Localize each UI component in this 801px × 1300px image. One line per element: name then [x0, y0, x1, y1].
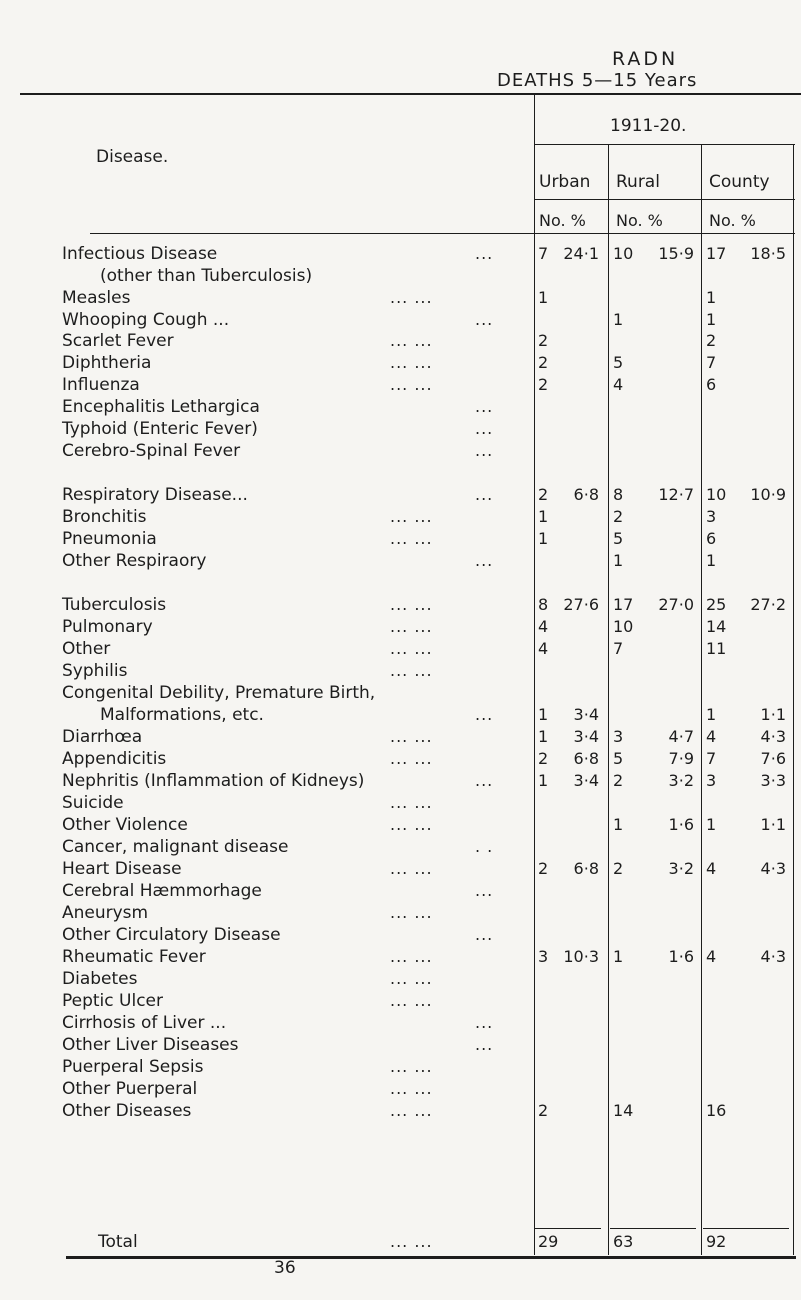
row-cell-r-pct: 1·6 — [668, 947, 694, 966]
rural-header: Rural — [616, 172, 660, 192]
row-label: Other Circulatory Disease — [62, 925, 281, 945]
row-dots: ... ... — [390, 1101, 433, 1120]
row-cell-c-no: 7 — [706, 353, 717, 372]
row-cell-u-pct: 27·6 — [563, 595, 599, 614]
row-cell-c-no: 3 — [706, 771, 717, 790]
row-dots: ... — [475, 419, 494, 438]
row-cell-r-no: 8 — [613, 485, 624, 504]
row-cell-u-no: 2 — [538, 375, 549, 394]
row-dots: ... — [475, 881, 494, 900]
disease-column-header: Disease. — [96, 147, 169, 167]
header-rule — [20, 93, 801, 95]
total-rural: 63 — [613, 1232, 634, 1251]
row-label: Other Violence — [62, 815, 188, 835]
row-cell-r-no: 17 — [613, 595, 634, 614]
row-label: Respiratory Disease... — [62, 485, 248, 505]
row-cell-u-no: 8 — [538, 595, 549, 614]
county-subheader: No. % — [709, 211, 756, 230]
row-cell-u-no: 1 — [538, 727, 549, 746]
row-label: Other Liver Diseases — [62, 1035, 239, 1055]
row-dots: ... ... — [390, 331, 433, 350]
row-cell-r-no: 5 — [613, 353, 624, 372]
row-cell-c-no: 1 — [706, 815, 717, 834]
row-dots: ... ... — [390, 1079, 433, 1098]
row-cell-u-no: 1 — [538, 705, 549, 724]
row-dots: ... ... — [390, 749, 433, 768]
row-cell-u-pct: 3·4 — [573, 705, 599, 724]
row-dots: ... — [475, 397, 494, 416]
row-label: Appendicitis — [62, 749, 167, 769]
row-cell-u-no: 1 — [538, 771, 549, 790]
row-dots: ... ... — [390, 793, 433, 812]
row-cell-c-pct: 27·2 — [750, 595, 786, 614]
row-label: Measles — [62, 288, 131, 308]
row-cell-r-pct: 3·2 — [668, 859, 694, 878]
row-label: Bronchitis — [62, 507, 147, 527]
row-cell-r-pct: 15·9 — [658, 244, 694, 263]
row-cell-c-no: 25 — [706, 595, 727, 614]
vrule-county — [701, 144, 702, 1255]
row-cell-c-pct: 18·5 — [750, 244, 786, 263]
row-cell-r-no: 1 — [613, 310, 624, 329]
row-dots: ... ... — [390, 661, 433, 680]
row-dots: ... ... — [390, 288, 433, 307]
row-dots: ... ... — [390, 529, 433, 548]
row-cell-c-no: 16 — [706, 1101, 727, 1120]
row-dots: ... ... — [390, 617, 433, 636]
row-label: Diphtheria — [62, 353, 152, 373]
row-label: Encephalitis Lethargica — [62, 397, 260, 417]
groups-rule — [535, 199, 795, 200]
row-label: Other Respiraory — [62, 551, 207, 571]
row-cell-u-pct: 6·8 — [573, 859, 599, 878]
row-label: Malformations, etc. — [100, 705, 264, 725]
row-cell-r-pct: 3·2 — [668, 771, 694, 790]
row-cell-c-no: 6 — [706, 375, 717, 394]
row-cell-u-no: 2 — [538, 1101, 549, 1120]
row-label: Pulmonary — [62, 617, 153, 637]
row-cell-u-no: 4 — [538, 639, 549, 658]
row-cell-c-no: 4 — [706, 727, 717, 746]
row-cell-r-no: 10 — [613, 617, 634, 636]
urban-header: Urban — [539, 172, 591, 192]
row-cell-u-no: 1 — [538, 507, 549, 526]
total-rule-county — [703, 1228, 789, 1229]
row-label: Rheumatic Fever — [62, 947, 206, 967]
row-cell-u-no: 7 — [538, 244, 549, 263]
row-dots: ... ... — [390, 727, 433, 746]
row-label: Tuberculosis — [62, 595, 167, 615]
row-cell-c-no: 4 — [706, 947, 717, 966]
row-cell-u-pct: 3·4 — [573, 771, 599, 790]
row-cell-u-no: 4 — [538, 617, 549, 636]
row-dots: ... — [475, 1013, 494, 1032]
row-cell-r-no: 2 — [613, 507, 624, 526]
row-label: Diarrhœa — [62, 727, 143, 747]
row-label: Scarlet Fever — [62, 331, 174, 351]
row-dots: ... — [475, 244, 494, 263]
row-dots: ... ... — [390, 815, 433, 834]
row-dots: ... — [475, 485, 494, 504]
row-cell-u-no: 1 — [538, 288, 549, 307]
row-cell-c-pct: 7·6 — [760, 749, 786, 768]
row-cell-r-no: 5 — [613, 529, 624, 548]
row-cell-r-no: 10 — [613, 244, 634, 263]
row-label: Heart Disease — [62, 859, 182, 879]
row-dots: ... ... — [390, 595, 433, 614]
page-number: 36 — [274, 1258, 296, 1278]
row-dots: ... — [475, 1035, 494, 1054]
row-cell-c-no: 1 — [706, 551, 717, 570]
row-cell-r-pct: 7·9 — [668, 749, 694, 768]
row-cell-u-no: 2 — [538, 859, 549, 878]
row-cell-c-no: 1 — [706, 310, 717, 329]
row-cell-r-no: 7 — [613, 639, 624, 658]
row-label: Cirrhosis of Liver ... — [62, 1013, 227, 1033]
total-dots: ... ... — [390, 1232, 433, 1251]
total-rule-rural — [610, 1228, 696, 1229]
row-dots: ... — [475, 441, 494, 460]
vrule-right — [793, 144, 794, 1255]
row-cell-u-pct: 24·1 — [563, 244, 599, 263]
row-label: Diabetes — [62, 969, 138, 989]
urban-subheader: No. % — [539, 211, 586, 230]
row-cell-c-no: 14 — [706, 617, 727, 636]
row-dots: ... — [475, 551, 494, 570]
rural-subheader: No. % — [616, 211, 663, 230]
row-cell-c-pct: 3·3 — [760, 771, 786, 790]
row-label: Pneumonia — [62, 529, 157, 549]
bottom-rule — [66, 1256, 796, 1259]
row-cell-r-pct: 12·7 — [658, 485, 694, 504]
row-dots: ... ... — [390, 353, 433, 372]
row-dots: ... ... — [390, 969, 433, 988]
row-cell-u-pct: 10·3 — [563, 947, 599, 966]
row-label: Whooping Cough ... — [62, 310, 230, 330]
row-cell-r-no: 1 — [613, 815, 624, 834]
total-urban: 29 — [538, 1232, 559, 1251]
row-cell-r-no: 2 — [613, 771, 624, 790]
row-cell-c-pct: 4·3 — [760, 727, 786, 746]
row-dots: ... ... — [390, 991, 433, 1010]
row-cell-u-pct: 3·4 — [573, 727, 599, 746]
row-cell-r-no: 3 — [613, 727, 624, 746]
row-cell-u-pct: 6·8 — [573, 749, 599, 768]
row-cell-c-pct: 4·3 — [760, 947, 786, 966]
row-dots: ... ... — [390, 947, 433, 966]
row-label: Syphilis — [62, 661, 128, 681]
row-label: Other Diseases — [62, 1101, 192, 1121]
row-label: Congenital Debility, Premature Birth, — [62, 683, 376, 703]
row-dots: ... ... — [390, 859, 433, 878]
row-label: Nephritis (Inflammation of Kidneys) — [62, 771, 365, 791]
row-dots: ... ... — [390, 375, 433, 394]
row-cell-c-pct: 10·9 — [750, 485, 786, 504]
row-cell-r-pct: 27·0 — [658, 595, 694, 614]
row-cell-c-no: 1 — [706, 705, 717, 724]
row-label: Other Puerperal — [62, 1079, 198, 1099]
page-header-line2: DEATHS 5—15 Years — [497, 70, 698, 91]
row-dots: . . — [475, 837, 494, 856]
row-cell-c-no: 10 — [706, 485, 727, 504]
row-cell-c-no: 3 — [706, 507, 717, 526]
row-dots: ... ... — [390, 903, 433, 922]
row-cell-u-no: 1 — [538, 529, 549, 548]
row-cell-r-no: 2 — [613, 859, 624, 878]
vrule-urban — [534, 95, 535, 1255]
row-dots: ... ... — [390, 1057, 433, 1076]
row-cell-r-no: 14 — [613, 1101, 634, 1120]
row-cell-r-no: 1 — [613, 947, 624, 966]
period-rule — [535, 144, 795, 145]
row-cell-u-no: 2 — [538, 749, 549, 768]
row-dots: ... — [475, 705, 494, 724]
row-dots: ... — [475, 925, 494, 944]
row-label: Cerebral Hæmmorhage — [62, 881, 262, 901]
row-cell-c-no: 4 — [706, 859, 717, 878]
vrule-rural — [608, 144, 609, 1255]
row-cell-r-no: 1 — [613, 551, 624, 570]
row-label: Aneurysm — [62, 903, 149, 923]
row-dots: ... ... — [390, 639, 433, 658]
total-rule-urban — [535, 1228, 601, 1229]
row-label: Puerperal Sepsis — [62, 1057, 204, 1077]
row-cell-c-no: 7 — [706, 749, 717, 768]
row-dots: ... — [475, 310, 494, 329]
row-cell-c-no: 17 — [706, 244, 727, 263]
row-label: Infectious Disease — [62, 244, 218, 264]
row-dots: ... ... — [390, 507, 433, 526]
row-cell-c-pct: 1·1 — [760, 705, 786, 724]
row-cell-u-pct: 6·8 — [573, 485, 599, 504]
row-label: Peptic Ulcer — [62, 991, 163, 1011]
subheader-rule — [90, 233, 795, 234]
row-cell-r-no: 5 — [613, 749, 624, 768]
row-cell-c-no: 6 — [706, 529, 717, 548]
row-cell-r-no: 4 — [613, 375, 624, 394]
row-label: (other than Tuberculosis) — [100, 266, 313, 286]
row-cell-c-no: 11 — [706, 639, 727, 658]
county-header: County — [709, 172, 770, 192]
row-cell-u-no: 2 — [538, 331, 549, 350]
page-header-line1: RADN — [612, 48, 679, 70]
period-header: 1911-20. — [610, 116, 687, 136]
row-cell-c-pct: 1·1 — [760, 815, 786, 834]
row-cell-r-pct: 1·6 — [668, 815, 694, 834]
total-county: 92 — [706, 1232, 727, 1251]
row-cell-c-pct: 4·3 — [760, 859, 786, 878]
row-label: Other — [62, 639, 111, 659]
row-cell-c-no: 2 — [706, 331, 717, 350]
row-cell-u-no: 3 — [538, 947, 549, 966]
row-cell-u-no: 2 — [538, 353, 549, 372]
row-label: Influenza — [62, 375, 140, 395]
row-cell-u-no: 2 — [538, 485, 549, 504]
row-label: Typhoid (Enteric Fever) — [62, 419, 258, 439]
total-label: Total — [98, 1232, 138, 1252]
row-label: Suicide — [62, 793, 124, 813]
row-cell-r-pct: 4·7 — [668, 727, 694, 746]
row-cell-c-no: 1 — [706, 288, 717, 307]
row-label: Cerebro-Spinal Fever — [62, 441, 241, 461]
row-dots: ... — [475, 771, 494, 790]
row-label: Cancer, malignant disease — [62, 837, 289, 857]
